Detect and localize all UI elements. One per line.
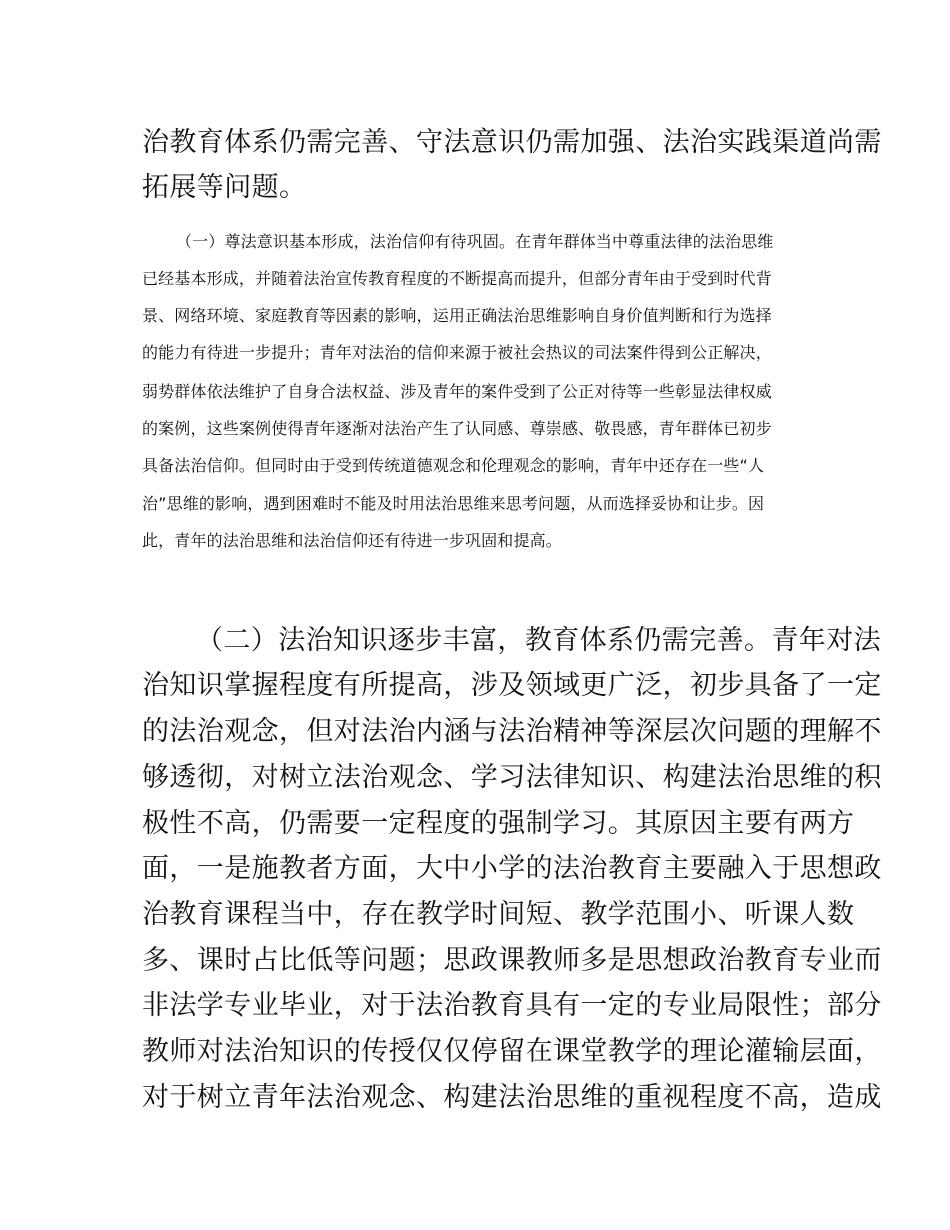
intro-line-2: 拓展等问题。 xyxy=(142,172,307,203)
section1-line-1: （一）尊法意识基本形成，法治信仰有待巩固。在青年群体当中尊重法律的法治思维 xyxy=(176,232,774,251)
section2-line-2: 治知识掌握程度有所提高，涉及领域更广泛，初步具备了一定 xyxy=(142,670,882,701)
section2-line-4: 够透彻，对树立法治观念、学习法律知识、构建法治思维的积 xyxy=(142,762,882,793)
section2-line-10: 教师对法治知识的传授仅仅停留在课堂教学的理论灌输层面， xyxy=(142,1036,882,1067)
section2-line-9: 非法学专业毕业，对于法治教育具有一定的专业局限性；部分 xyxy=(142,990,882,1021)
intro-line-1: 治教育体系仍需完善、守法意识仍需加强、法治实践渠道尚需 xyxy=(142,127,882,158)
section1-line-6: 的案例，这些案例使得青年逐渐对法治产生了认同感、尊崇感、敬畏感，青年群体已初步 xyxy=(142,419,772,438)
section2-line-1: （二）法治知识逐步丰富，教育体系仍需完善。青年对法 xyxy=(196,625,881,656)
section2-line-3: 的法治观念，但对法治内涵与法治精神等深层次问题的理解不 xyxy=(142,716,882,747)
section2-line-11: 对于树立青年法治观念、构建法治思维的重视程度不高，造成 xyxy=(142,1082,882,1113)
section1-line-7: 具备法治信仰。但同时由于受到传统道德观念和伦理观念的影响，青年中还存在一些“人 xyxy=(142,456,765,475)
section2-line-5: 极性不高，仍需要一定程度的强制学习。其原因主要有两方 xyxy=(142,808,855,839)
section1-line-9: 此，青年的法治思维和法治信仰还有待进一步巩固和提高。 xyxy=(142,531,562,550)
section1-line-4: 的能力有待进一步提升；青年对法治的信仰来源于被社会热议的司法案件得到公正解决， xyxy=(142,343,772,362)
section1-line-5: 弱势群体依法维护了自身合法权益、涉及青年的案件受到了公正对待等一些彰显法律权威 xyxy=(142,382,772,401)
section2-line-6: 面，一是施教者方面，大中小学的法治教育主要融入于思想政 xyxy=(142,853,882,884)
section1-line-3: 景、网络环境、家庭教育等因素的影响，运用正确法治思维影响自身价值判断和行为选择 xyxy=(142,306,772,325)
section2-line-8: 多、课时占比低等问题；思政课教师多是思想政治教育专业而 xyxy=(142,945,882,976)
section1-line-8: 治”思维的影响，遇到困难时不能及时用法治思维来思考问题，从而选择妥协和让步。因 xyxy=(142,494,765,513)
section1-line-2: 已经基本形成，并随着法治宣传教育程度的不断提高而提升，但部分青年由于受到时代背 xyxy=(142,269,772,288)
section2-line-7: 治教育课程当中，存在教学时间短、教学范围小、听课人数 xyxy=(142,899,855,930)
